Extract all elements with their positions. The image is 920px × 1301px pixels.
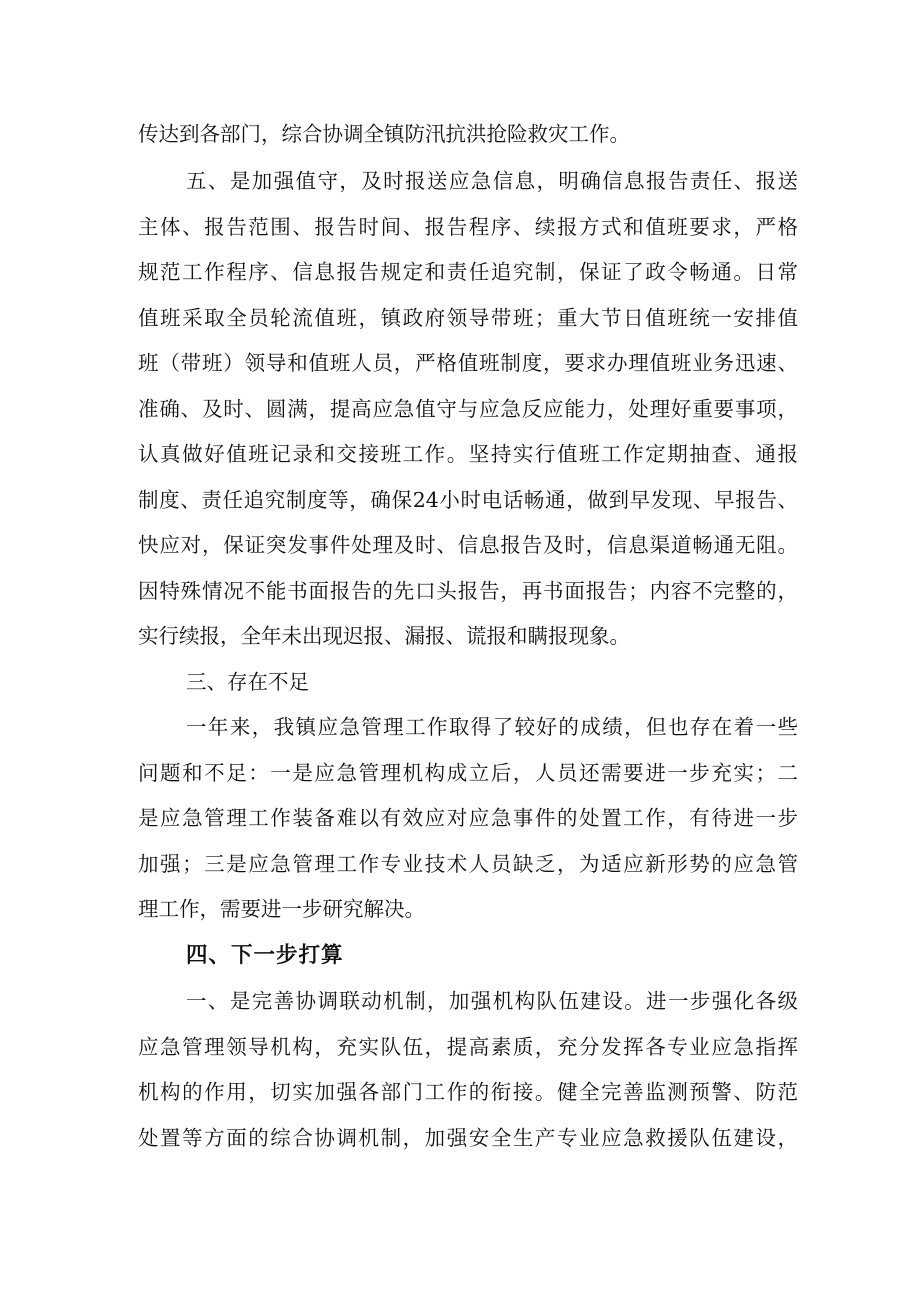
text-line: 值班采取全员轮流值班，镇政府领导带班；重大节日值班统一安排值 xyxy=(138,306,798,330)
text-line: 机构的作用，切实加强各部门工作的衔接。健全完善监测预警、防范 xyxy=(138,1080,798,1104)
text-line: 因特殊情况不能书面报告的先口头报告，再书面报告；内容不完整的， xyxy=(138,579,798,603)
text-line: 主体、报告范围、报告时间、报告程序、续报方式和值班要求，严格 xyxy=(138,215,798,239)
text-line: 认真做好值班记录和交接班工作。坚持实行值班工作定期抽查、通报 xyxy=(138,442,798,466)
text-line: 问题和不足：一是应急管理机构成立后，人员还需要进一步充实；二 xyxy=(138,761,798,785)
text-line: 准确、及时、圆满，提高应急值守与应急反应能力，处理好重要事项， xyxy=(138,397,798,421)
paragraph-start-line: 一年来，我镇应急管理工作取得了较好的成绩，但也存在着一些 xyxy=(186,715,798,739)
section-heading-4: 四、下一步打算 xyxy=(186,943,344,968)
text-line: 应急管理领导机构，充实队伍，提高素质，充分发挥各专业应急指挥 xyxy=(138,1035,798,1059)
paragraph-start-line: 一、是完善协调联动机制，加强机构队伍建设。进一步强化各级 xyxy=(186,989,798,1013)
text-line: 加强；三是应急管理工作专业技术人员缺乏，为适应新形势的应急管 xyxy=(138,852,798,876)
text-line: 是应急管理工作装备难以有效应对应急事件的处置工作，有待进一步 xyxy=(138,806,798,830)
text-line: 传达到各部门，综合协调全镇防汛抗洪抢险救灾工作。 xyxy=(138,122,630,146)
text-line: 班（带班）领导和值班人员，严格值班制度，要求办理值班业务迅速、 xyxy=(138,351,798,375)
text-line: 实行续报，全年未出现迟报、漏报、谎报和瞒报现象。 xyxy=(138,624,630,648)
text-line: 制度、责任追究制度等，确保24小时电话畅通，做到早发现、早报告、 xyxy=(138,488,798,512)
text-line: 规范工作程序、信息报告规定和责任追究制，保证了政令畅通。日常 xyxy=(138,260,798,284)
paragraph-start-line: 五、是加强值守，及时报送应急信息，明确信息报告责任、报送 xyxy=(186,169,798,193)
text-line: 处置等方面的综合协调机制，加强安全生产专业应急救援队伍建设， xyxy=(138,1126,798,1150)
section-heading-3: 三、存在不足 xyxy=(186,670,309,694)
text-line: 快应对，保证突发事件处理及时、信息报告及时，信息渠道畅通无阻。 xyxy=(138,533,798,557)
text-line: 理工作，需要进一步研究解决。 xyxy=(138,897,425,921)
